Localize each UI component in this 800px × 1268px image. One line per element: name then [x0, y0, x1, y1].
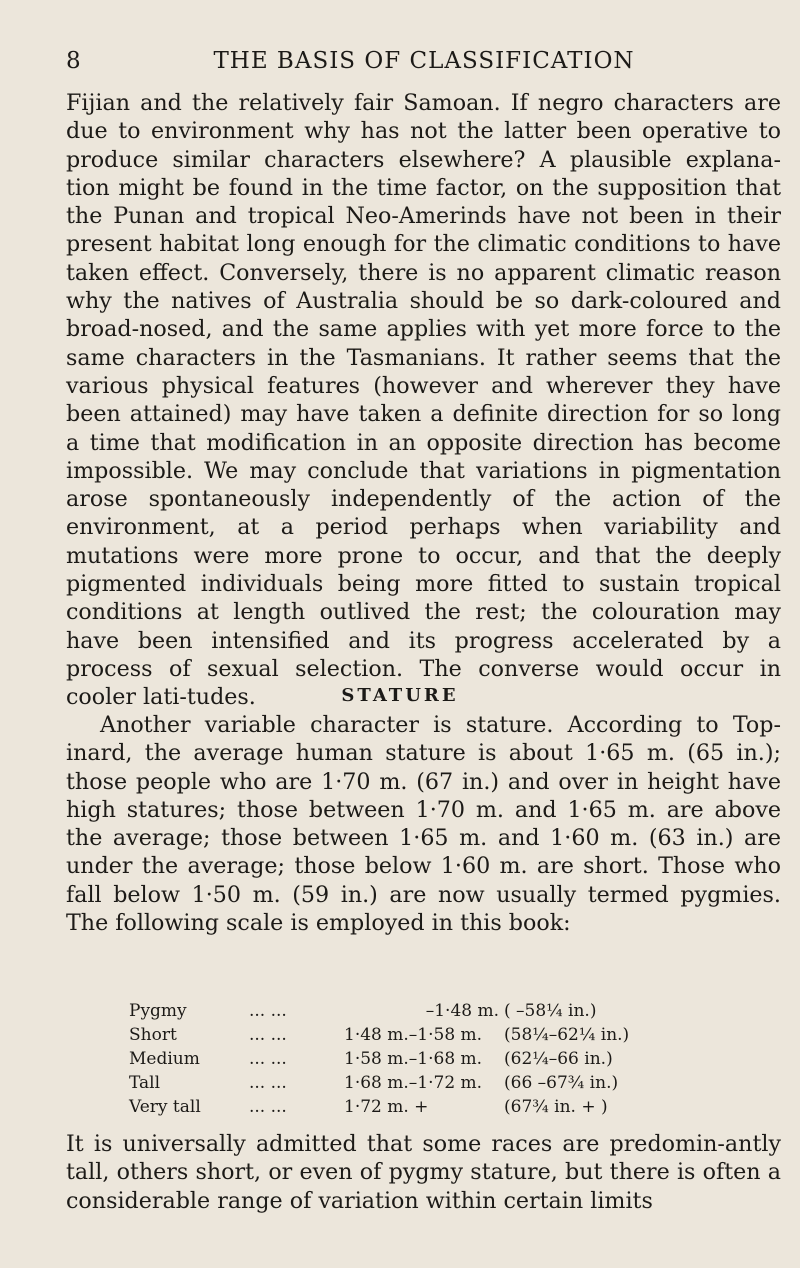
scale-imperial: ( –58¼ in.) [504, 1001, 597, 1021]
scale-label: Medium [129, 1049, 200, 1069]
scale-metric: 1·72 m. + [344, 1097, 429, 1117]
scale-label: Pygmy [129, 1001, 187, 1021]
paragraph-stature-variation: It is universally admitted that some races are predomin-antly tall, others short, or even of pygmy stature, but there is often a considerable range of variation within certain limits [66, 1131, 781, 1214]
scale-label: Short [129, 1025, 177, 1045]
scale-imperial: (66 –67¾ in.) [504, 1073, 619, 1093]
paragraph-stature-definition: Another variable character is stature. According to Top-inard, the average human stature is about 1·65 m. (65 in.); those people who are 1·70 m. (67 in.) and over in height have high statures; those between 1·70 m. and 1·65 m. are above the average; those between 1·65 m. and 1·60 m. (63 in.) are under the average; those below 1·60 m. are short. Those who fall below 1·50 m. (59 in.) are now usually termed pygmies. The following scale is employed in this book: [66, 712, 781, 937]
paragraph-environment-pigmentation: Fijian and the relatively fair Samoan. If negro characters are due to environment why has not the latter been operative to produce similar characters elsewhere? A plausible explana-tion might be found in the time factor, on the supposition that the Punan and tropical Neo-Amerinds have not been in their present habitat long enough for the climatic conditions to have taken effect. Conversely, there is no apparent climatic reason why the natives of Australia should be so dark-coloured and broad-nosed, and the same applies with yet more force to the same characters in the Tasmanians. It rather seems that the various physical features (however and wherever they have been attained) may have taken a definite direction for so long a time that modification in an opposite direction has become impossible. We may conclude that variations in pigmentation arose spontaneously independently of the action of the environment, at a period perhaps when variability and mutations were more prone to occur, and that the deeply pigmented individuals being more fitted to sustain tropical conditions at length outlived the rest; the colouration may have been intensified and its progress accelerated by a process of sexual selection. The converse would occur in cooler lati-tudes. [66, 90, 781, 711]
scale-label: Tall [129, 1073, 161, 1093]
scale-imperial: (58¼–62¼ in.) [504, 1025, 630, 1045]
page-number: 8 [66, 48, 81, 74]
leader-dots: ... ... [249, 1097, 287, 1117]
leader-dots: ... ... [249, 1001, 287, 1021]
table-row [129, 1095, 689, 1119]
running-title: THE BASIS OF CLASSIFICATION [213, 48, 635, 74]
stature-scale-table [129, 999, 689, 1119]
scale-imperial: (62¼–66 in.) [504, 1049, 613, 1069]
scale-metric: –1·48 m. [425, 1001, 499, 1021]
leader-dots: ... ... [249, 1073, 287, 1093]
table-row [129, 1071, 689, 1095]
scale-metric: 1·58 m.–1·68 m. [344, 1049, 483, 1069]
scale-label: Very tall [129, 1097, 201, 1117]
scale-imperial: (67¾ in. + ) [504, 1097, 608, 1117]
scale-metric: 1·48 m.–1·58 m. [344, 1025, 483, 1045]
scale-metric: 1·68 m.–1·72 m. [344, 1073, 483, 1093]
section-heading-stature: STATURE [341, 685, 459, 706]
leader-dots: ... ... [249, 1025, 287, 1045]
leader-dots: ... ... [249, 1049, 287, 1069]
table-row [129, 1047, 689, 1071]
table-row [129, 1023, 689, 1047]
table-row [129, 999, 689, 1023]
page-header [66, 44, 782, 78]
